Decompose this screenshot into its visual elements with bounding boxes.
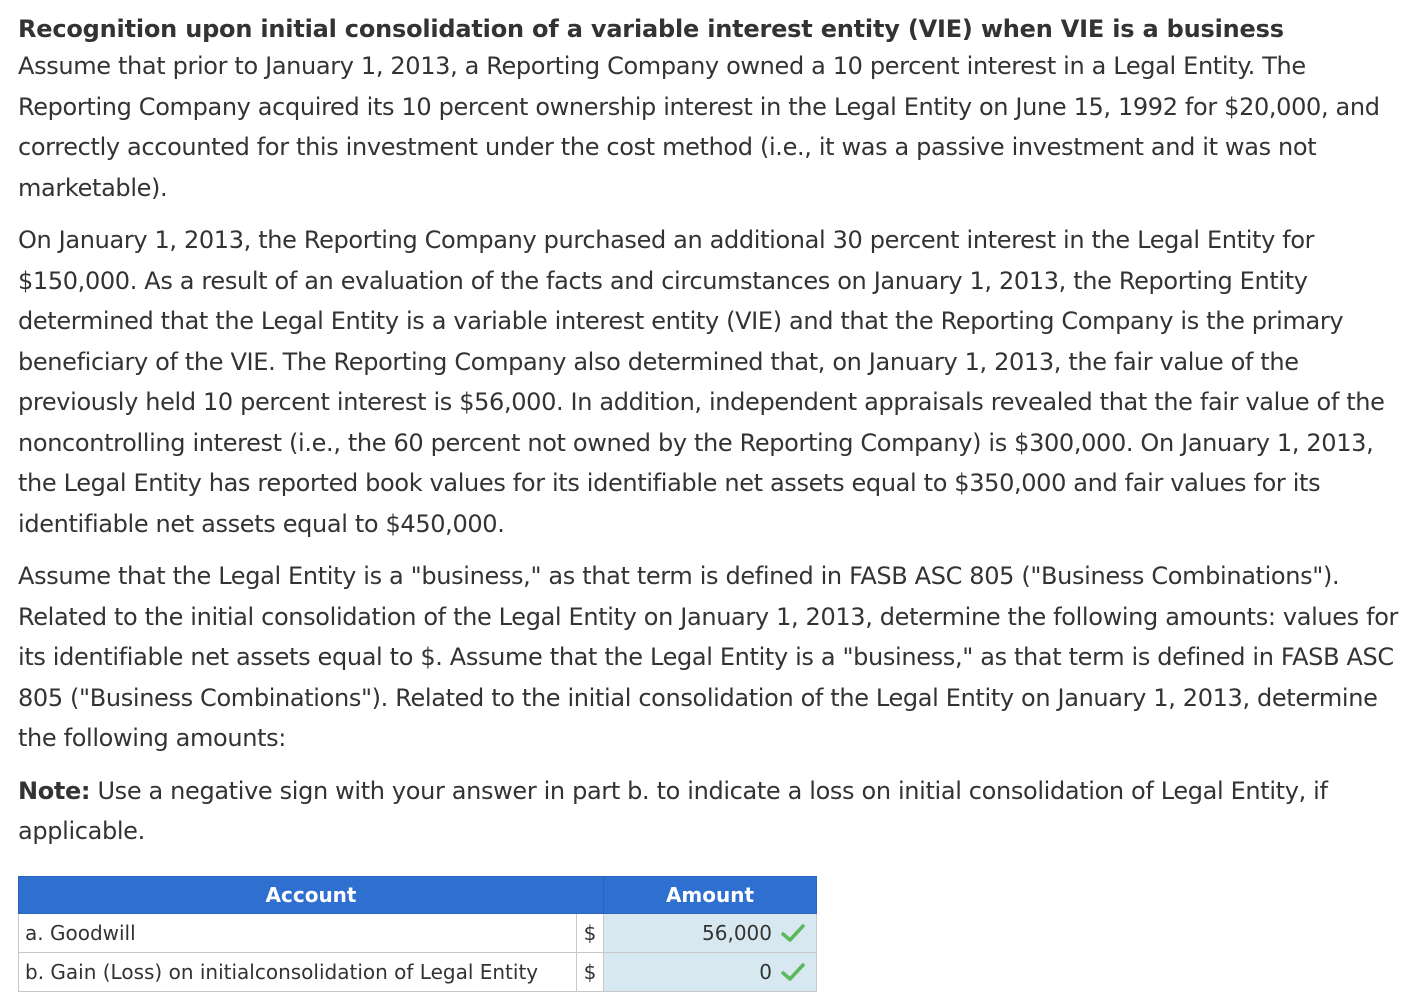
question-paragraph-3: Assume that the Legal Entity is a "business," as that term is defined in FASB ASC 805 ("Business Combinations"). Related to the initial consolidation of the Legal Entity on January 1, 2013, determine the following amounts: values for its identifiable net assets equal to $. Assume that the Legal Entity is a "business," as that term is defined in FASB ASC 805 ("Business Combinations"). Related to the initial consolidation of the Legal Entity on January 1, 2013, determine the following amounts: <box>18 562 1399 752</box>
account-column-header: Account <box>19 876 604 913</box>
account-label-gain-loss: b. Gain (Loss) on initialconsolidation of Legal Entity <box>19 952 577 991</box>
currency-symbol: $ <box>577 952 604 991</box>
gain-loss-amount-input[interactable] <box>604 952 817 991</box>
currency-symbol: $ <box>577 913 604 952</box>
table-row <box>19 952 817 991</box>
check-icon <box>780 923 806 943</box>
table-row <box>19 913 817 952</box>
amount-column-header: Amount <box>604 876 817 913</box>
note-paragraph <box>18 771 1410 852</box>
gain-loss-amount-value: 0 <box>759 959 772 984</box>
check-icon <box>780 962 806 982</box>
answer-table-header <box>19 876 817 913</box>
question-paragraph-2: On January 1, 2013, the Reporting Company purchased an additional 30 percent interest in the Legal Entity for $150,000. As a result of an evaluation of the facts and circumstances on January 1, 2013, the Reporting Entity determined that the Legal Entity is a variable interest entity (VIE) and that the Reporting Company is the primary beneficiary of the VIE. The Reporting Company also determined that, on January 1, 2013, the fair value of the previously held 10 percent interest is $56,000. In addition, independent appraisals revealed that the fair value of the noncontrolling interest (i.e., the 60 percent not owned by the Reporting Company) is $300,000. On January 1, 2013, the Legal Entity has reported book values for its identifiable net assets equal to $350,000 and fair values for its identifiable net assets equal to $450,000. <box>18 226 1385 538</box>
answer-table <box>18 876 817 992</box>
question-paragraph-1: Assume that prior to January 1, 2013, a Reporting Company owned a 10 percent interest in a Legal Entity. The Reporting Company acquired its 10 percent ownership interest in the Legal Entity on June 15, 1992 for $20,000, and correctly accounted for this investment under the cost method (i.e., it was a passive investment and it was not marketable). <box>18 52 1380 202</box>
note-label: Note: <box>18 776 91 805</box>
goodwill-amount-input[interactable] <box>604 913 817 952</box>
note-text: Use a negative sign with your answer in part b. to indicate a loss on initial consolidation of Legal Entity, if applicable. <box>18 776 1328 845</box>
question-title: Recognition upon initial consolidation of a variable interest entity (VIE) when VIE is a business <box>18 15 1284 43</box>
account-label-goodwill: a. Goodwill <box>19 913 577 952</box>
goodwill-amount-value: 56,000 <box>702 920 772 945</box>
